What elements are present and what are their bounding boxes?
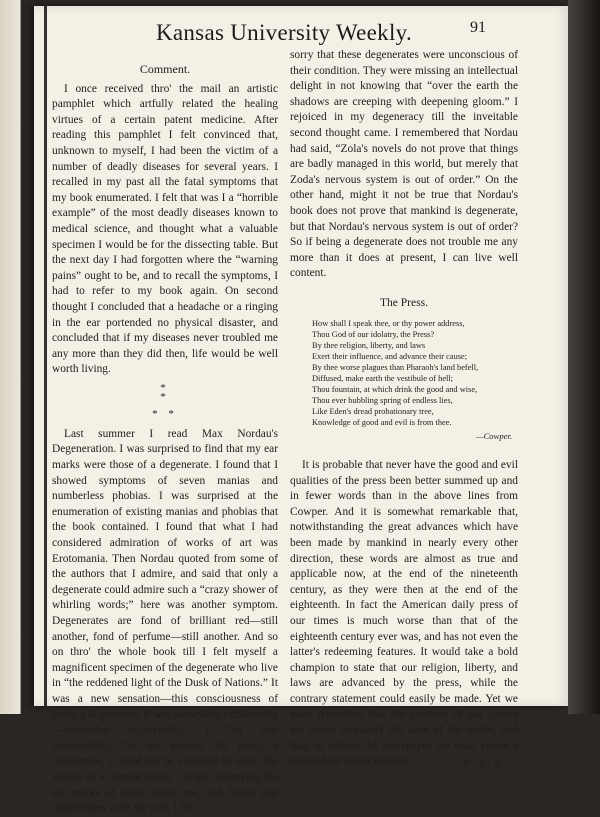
poem-line: Diffused, make earth the vestibule of hell; <box>312 373 454 383</box>
asterism-bottom: * <box>160 390 170 403</box>
asterism-divider-1 <box>52 381 278 403</box>
poem-attribution: —Cowper. <box>475 430 512 441</box>
poem-line: Exert their influence, and advance their cause; <box>312 351 468 361</box>
poem-line: By thee worse plagues than Pharaoh's land befell, <box>312 362 479 372</box>
poem-line: How shall I speak thee, or thy power address, <box>312 318 465 328</box>
paragraph-patent-medicine: I once received thro' the mail an artistic pamphlet which artfully related the healing virtues of a certain patent medicine. After reading this pamphlet I felt convinced that, unknown to myself, I had been the victim of a number of deadly diseases for several years. I recalled in my past all the fatal symptoms that my book enumerated. I felt that was I a “horrible example” of the most deadly diseases known to medical science, and thought what a valuable specimen I would be for the dissecting table. But the next day I had forgotten where the “warning pains” ought to be, and to recall the symptoms, I had to refer to my book again. On second thought I concluded that a headache or a ringing in the ear portended no physical disaster, and concluded that if my diseases never troubled me any more than they did then, life would be well worth living. <box>52 82 278 376</box>
page-number: 91 <box>470 19 486 36</box>
left-column <box>52 62 278 817</box>
asterism-divider-2: * * <box>152 407 178 420</box>
poem-line: By thee religion, liberty, and laws <box>312 340 426 350</box>
paragraph-nordau: Last summer I read Max Nordau's Degeneration. I was surprised to find that my ear marks were those of a degenerate. I found that I showed symptoms of seven manias and numberless phobias. I was surprised at the enumeration of existing manias and phobias that the book contained. I found that what I had considered admiration of works of art was Erotomania. Then Nordau quoted from some of the authors that I admire, and said that only a degenerate could admire such a “crazy shower of whirling words;” here was another symptom. Degenerates are fond of brilliant red—still another, fond of perfume—still another. And so on thro' the whole book till I felt myself a magnificent specimen of the degenerate who live in “the reddened light of the Dusk of Nations.” It was a new sensation—this consciousness of being a degenerate. It was somewhat exhilerating—somewhat regenerating. I felt less responsibility for my actions, for being a degenerate, I could not be expected to equal the virtues of a normal being. I began observing the ear marks of those about me, and found that degenerates were the rule. I felt <box>52 427 278 815</box>
poem-line: Thou fountain, at which drink the good and wise, <box>312 384 478 394</box>
poem-title: The Press. <box>380 296 428 309</box>
poem-line: Knowledge of good and evil is from thee. <box>312 417 452 427</box>
right-column <box>290 48 518 772</box>
running-head: Kansas University Weekly. <box>155 20 413 45</box>
poem-line: Thou ever bubbling spring of endless lies, <box>312 395 453 405</box>
author-signature: R. R. P. <box>462 756 504 769</box>
section-title: Comment. <box>139 62 191 76</box>
poem <box>312 318 518 428</box>
book-binding-edge <box>568 0 600 714</box>
paragraph-press: It is probable that never have the good and evil qualities of the press been better summed up and in fewer words than in the above lines from Cowper. And it is somewhat remarkable that, notwithstanding the great advances which have been made by mankind in nearly every other direction, these words are almost as true and applicable now, at the end of the nineteenth century, as they were then at the end of the eighteenth. In fact the American daily press of our times is much worse than that of the eighteenth century ever was, and has not even the latter's redeeming features. It would take a bold champion to state that our religion, liberty, and laws are advanced by the press, while the contrary statement could easily be made. Yet we must remember that the contents of our papers are meant to satisfy the taste of the reader, and that, to reform the newspaper we must create a demand for better reading. <box>290 459 518 768</box>
asterism-top: * <box>160 381 170 394</box>
adjacent-page-edge <box>0 0 21 714</box>
paragraph-nordau-continued: sorry that these degenerates were unconscious of their condition. They were missing an intellectual delight in not knowing that “over the earth the shadows are creeping with deepening gloom.” I rejoiced in my degeneracy till the inveitable second thought came. I remembered that Nordau had said, “Zola's novels do not prove that things are badly managed in this world, but merely that Zoda's nervous system is out of order.” On the other hand, might it not be true that Nordau's book does not prove that mankind is degenerate, but that Nordau's nervous system is out of order? So if being a degenerate does not trouble me any more than it does at present, I can live well content. <box>290 49 518 280</box>
poem-line: Thou God of our idolatry, the Press? <box>312 329 435 339</box>
poem-line: Like Eden's dread probationary tree, <box>312 406 434 416</box>
